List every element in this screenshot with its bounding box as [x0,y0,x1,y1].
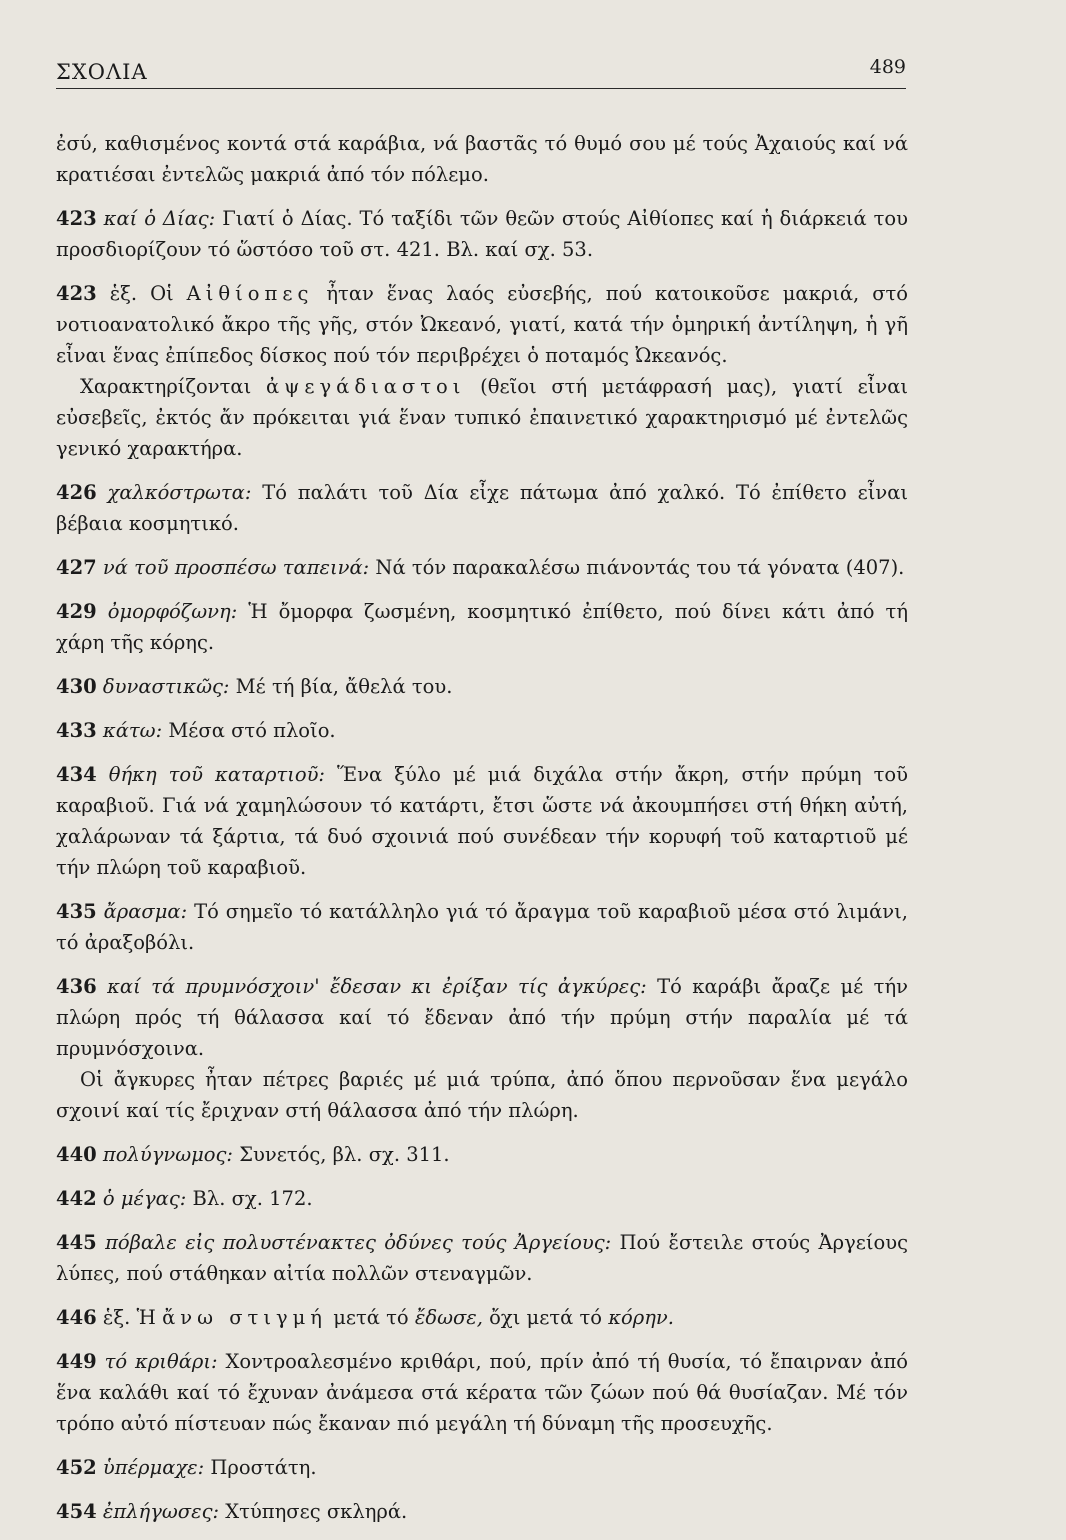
note-lemma: τό κριθάρι: [104,1350,218,1373]
line-number: 442 [56,1187,97,1210]
note-435 [56,896,908,958]
note-text: Ἕνα ξύλο μέ μιά διχάλα στήν ἄκρη, στήν πρύμη τοῦ καραβιοῦ. Γιά νά χαμηλώσουν τό κατάρτι, ἔτσι ὥστε νά ἀκουμπήσει στή θήκη αὐτή, χαλάρωναν τά ξάρτια, τά δυό σχοινιά πού συνέδεαν τήν κορυφή τοῦ καταρτιοῦ μέ τήν πλώρη τοῦ καραβιοῦ. [56,763,908,879]
note-lemma: ὀμορφόζωνη: [107,600,238,623]
line-number: 446 [56,1306,97,1329]
note-text: Οἱ ἄγκυρες ἦταν πέτρες βαριές μέ μιά τρύπα, ἀπό ὅπου περνοῦσαν ἕνα μεγάλο σχοινί καί τίς ἔριχναν στή θάλασσα ἀπό τήν πλώρη. [56,1068,908,1122]
line-number: 445 [56,1231,97,1254]
note-text: Πού ἔστειλε στούς Ἀργείους λύπες, πού στάθηκαν αἰτία πολλῶν στεναγμῶν. [56,1231,909,1285]
note-lemma: χαλκόστρωτα: [107,481,252,504]
note-436 [56,971,908,1064]
note-text: Χοντροαλεσμένο κριθάρι, πού, πρίν ἀπό τή θυσία, τό ἔπαιρναν ἀπό ἕνα καλάθι καί τό ἔχυναν ἀνάμεσα στά κέρατα τῶν ζώων πού θά θυσίαζαν. Μέ τόν τρόπο αὐτό πίστευαν πώς ἔκαναν πιό μεγάλη τή δύναμη τῆς προσευχῆς. [56,1350,909,1435]
note-430 [56,671,908,702]
note-text: Τό παλάτι τοῦ Δία εἶχε πάτωμα ἀπό χαλκό. Τό ἐπίθετο εἶναι βέβαια κοσμητικό. [56,481,909,535]
note-434 [56,759,908,883]
note-427 [56,552,908,583]
note-text: Γιατί ὁ Δίας. Τό ταξίδι τῶν θεῶν στούς Αἰθίοπες καί ἡ διάρκειά του προσδιορίζουν τό ὥστόσο τοῦ στ. 421. Βλ. καί σχ. 53. [56,207,908,261]
note-446-ff [56,1302,908,1333]
line-number: 427 [56,556,97,579]
note-423-ff-continued [56,371,908,464]
note-text: Μέ τή βία, ἄθελά του. [235,675,453,698]
note-continuation [56,128,908,190]
note-text: Βλ. σχ. 172. [192,1187,313,1210]
note-lemma: νά τοῦ προσπέσω ταπεινά: [102,556,370,579]
line-number: 429 [56,600,97,623]
running-head-title: ΣΧΟΛΙΑ [56,60,148,84]
note-429 [56,596,908,658]
note-text: Μέσα στό πλοῖο. [168,719,336,742]
note-lemma: ὁ μέγας: [102,1187,187,1210]
note-lemma: καί ὁ Δίας: [103,207,216,230]
note-text-lead: Οἱ [150,282,174,305]
note-text: Χτύπησες σκληρά. [225,1500,408,1523]
spaced-term: ἀψεγάδιαστοι [265,375,466,398]
quoted-word: ἔδωσε, [414,1306,483,1329]
note-text: (θεῖοι στή μετάφρασή μας), γιατί εἶναι εὐσεβεῖς, ἐκτός ἄν πρόκειται γιά ἕναν τυπικό ἐπαινετικό χαρακτηρισμό μέ ἐντελῶς γενικό χαρακτήρα. [56,375,909,460]
note-text-lead: Ἡ [136,1306,156,1329]
line-number: 436 [56,975,97,998]
note-423-ff [56,278,908,371]
note-text: Τό καράβι ἄραζε μέ τήν πλώρη πρός τή θάλασσα καί τό ἔδεναν ἀπό τήν πρύμη στήν παραλία μέ τά πρυμνόσχοινα. [56,975,909,1060]
line-number: 452 [56,1456,97,1479]
note-lemma: ὑπέρμαχε: [102,1456,205,1479]
note-text: Προστάτη. [210,1456,317,1479]
note-lemma: ἐπλήγωσες: [102,1500,220,1523]
page-number: 489 [869,56,906,78]
note-text: ἦταν ἕνας λαός εὐσεβής, πού κατοικοῦσε μακριά, στό νοτιοανατολικό ἄκρο τῆς γῆς, στόν Ὠκεανό, γιατί, κατά τήν ὁμηρική ἀντίληψη, ἡ γῆ εἶναι ἕνας ἐπίπεδος δίσκος πού τόν περιβρέχει ὁ ποταμός Ὠκεανός. [56,282,909,367]
line-number: 423 [56,282,97,305]
line-number: 435 [56,900,97,923]
note-lemma: καί τά πρυμνόσχοιν' ἔδεσαν κι ἐρίξαν τίς ἀγκύρες: [107,975,647,998]
line-number: 430 [56,675,97,698]
note-452 [56,1452,908,1483]
note-abbreviation: ἑξ. [109,282,138,305]
note-text: Ἡ ὄμορφα ζωσμένη, κοσμητικό ἐπίθετο, πού δίνει κάτι ἀπό τή χάρη τῆς κόρης. [56,600,908,654]
line-number: 449 [56,1350,97,1373]
note-text: Τό σημεῖο τό κατάλληλο γιά τό ἄραγμα τοῦ καραβιοῦ μέσα στό λιμάνι, τό ἀραξοβόλι. [56,900,908,954]
note-lemma: θήκη τοῦ καταρτιοῦ: [108,763,325,786]
note-text: μετά τό [333,1306,409,1329]
note-lemma: πολύγνωμος: [102,1143,234,1166]
note-abbreviation: ἑξ. [102,1306,131,1329]
note-lemma: ἄρασμα: [103,900,188,923]
note-lemma: κάτω: [102,719,163,742]
note-449 [56,1346,908,1439]
commentary-body [56,128,908,1540]
quoted-word: κόρην. [608,1306,674,1329]
line-number: 434 [56,763,97,786]
line-number: 423 [56,207,97,230]
note-text: Νά τόν παρακαλέσω πιάνοντάς του τά γόνατα (407). [375,556,905,579]
note-445 [56,1227,908,1289]
line-number: 433 [56,719,97,742]
note-lemma: δυναστικῶς: [102,675,230,698]
spaced-term: ἄνω στιγμή [162,1306,327,1329]
note-text-lead: Χαρακτηρίζονται [80,375,252,398]
note-426 [56,477,908,539]
line-number: 454 [56,1500,97,1523]
running-head [56,52,906,89]
note-text: ἐσύ, καθισμένος κοντά στά καράβια, νά βαστᾶς τό θυμό σου μέ τούς Ἀχαιούς καί νά κρατιέσαι ἐντελῶς μακριά ἀπό τόν πόλεμο. [56,132,908,186]
note-433 [56,715,908,746]
note-text-mid: ὄχι μετά τό [489,1306,603,1329]
note-436-continued [56,1064,908,1126]
line-number: 440 [56,1143,97,1166]
spaced-term: Αἰθίοπες [186,282,314,305]
note-442 [56,1183,908,1214]
line-number: 426 [56,481,97,504]
note-454 [56,1496,908,1527]
note-lemma: πόβαλε εἰς πολυστένακτες ὀδύνες τούς Ἀργείους: [105,1231,612,1254]
note-423 [56,203,908,265]
note-text: Συνετός, βλ. σχ. 311. [239,1143,450,1166]
note-440 [56,1139,908,1170]
